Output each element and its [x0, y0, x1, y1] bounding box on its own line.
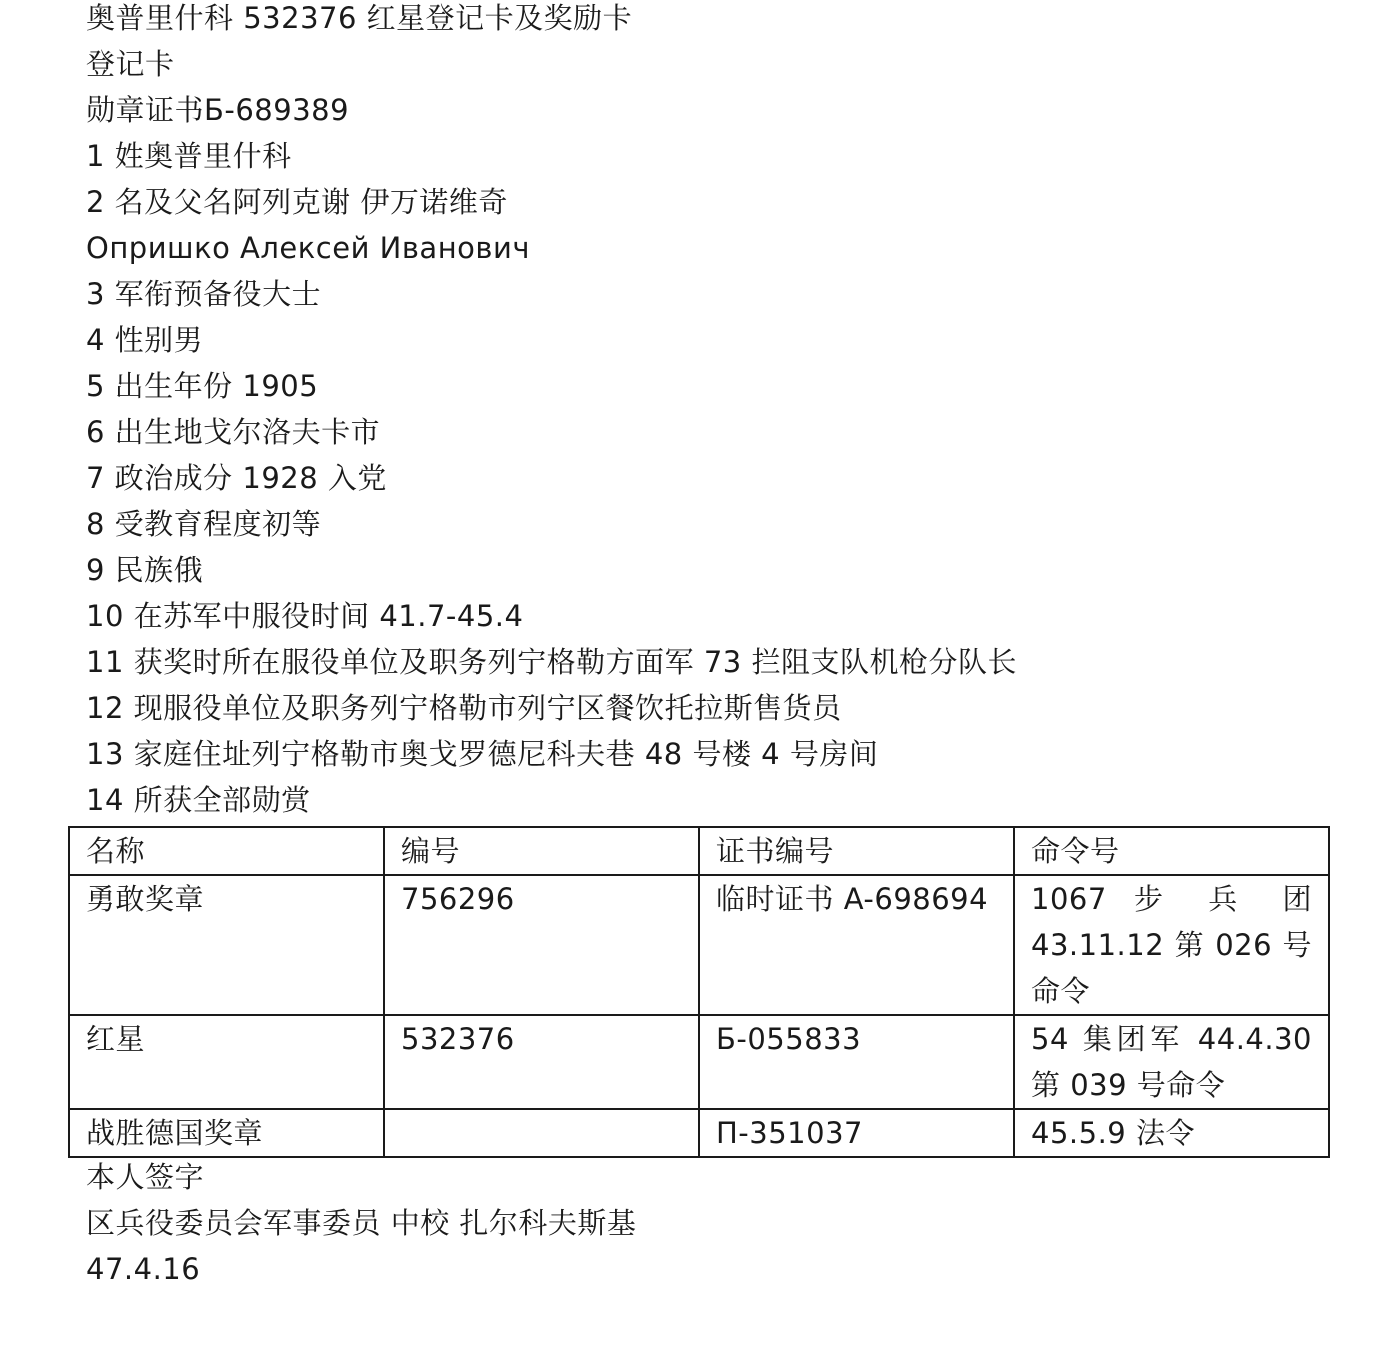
column-header-name: 名称 — [69, 827, 384, 875]
column-header-order: 命令号 — [1014, 827, 1329, 875]
field-birthplace: 6 出生地戈尔洛夫卡市 — [86, 415, 381, 449]
field-name-patronymic: 2 名及父名阿列克谢 伊万诺维奇 — [86, 185, 508, 219]
field-birth-year: 5 出生年份 1905 — [86, 369, 319, 403]
table-row — [69, 1015, 1329, 1109]
awards-table — [68, 826, 1330, 1158]
field-party: 7 政治成分 1928 入党 — [86, 461, 387, 495]
field-sex: 4 性别男 — [86, 323, 204, 357]
field-surname: 1 姓奥普里什科 — [86, 139, 292, 173]
award-order: 45.5.9 法令 — [1014, 1109, 1329, 1157]
award-name: 战胜德国奖章 — [69, 1109, 384, 1157]
document-date: 47.4.16 — [86, 1252, 201, 1286]
award-number — [384, 1109, 699, 1157]
field-service-period: 10 在苏军中服役时间 41.7-45.4 — [86, 599, 524, 633]
column-header-number: 编号 — [384, 827, 699, 875]
award-certificate: П-351037 — [699, 1109, 1014, 1157]
field-education: 8 受教育程度初等 — [86, 507, 322, 541]
award-order: 1067 步 兵 团 43.11.12 第 026 号命令 — [1014, 875, 1329, 1015]
table-row — [69, 875, 1329, 1015]
award-number: 756296 — [384, 875, 699, 1015]
column-header-certificate: 证书编号 — [699, 827, 1014, 875]
field-name-russian: Опришко Алексей Иванович — [86, 231, 530, 265]
field-current-job: 12 现服役单位及职务列宁格勒市列宁区餐饮托拉斯售货员 — [86, 691, 842, 725]
award-name: 勇敢奖章 — [69, 875, 384, 1015]
award-number: 532376 — [384, 1015, 699, 1109]
table-row — [69, 1109, 1329, 1157]
field-rank: 3 军衔预备役大士 — [86, 277, 322, 311]
field-awards-heading: 14 所获全部勋赏 — [86, 783, 311, 817]
award-name: 红星 — [69, 1015, 384, 1109]
award-certificate: Б-055833 — [699, 1015, 1014, 1109]
field-unit-at-award: 11 获奖时所在服役单位及职务列宁格勒方面军 73 拦阻支队机枪分队长 — [86, 645, 1017, 679]
table-header-row — [69, 827, 1329, 875]
document-title: 奥普里什科 532376 红星登记卡及奖励卡 — [86, 1, 633, 35]
certificate-number: 勋章证书Б-689389 — [86, 93, 350, 127]
field-nationality: 9 民族俄 — [86, 553, 204, 587]
award-certificate: 临时证书 A-698694 — [699, 875, 1014, 1015]
commissioner-line: 区兵役委员会军事委员 中校 扎尔科夫斯基 — [86, 1206, 637, 1240]
award-order: 54 集团军 44.4.30 第 039 号命令 — [1014, 1015, 1329, 1109]
card-type: 登记卡 — [86, 47, 175, 81]
field-address: 13 家庭住址列宁格勒市奥戈罗德尼科夫巷 48 号楼 4 号房间 — [86, 737, 879, 771]
signature-label: 本人签字 — [86, 1160, 205, 1194]
